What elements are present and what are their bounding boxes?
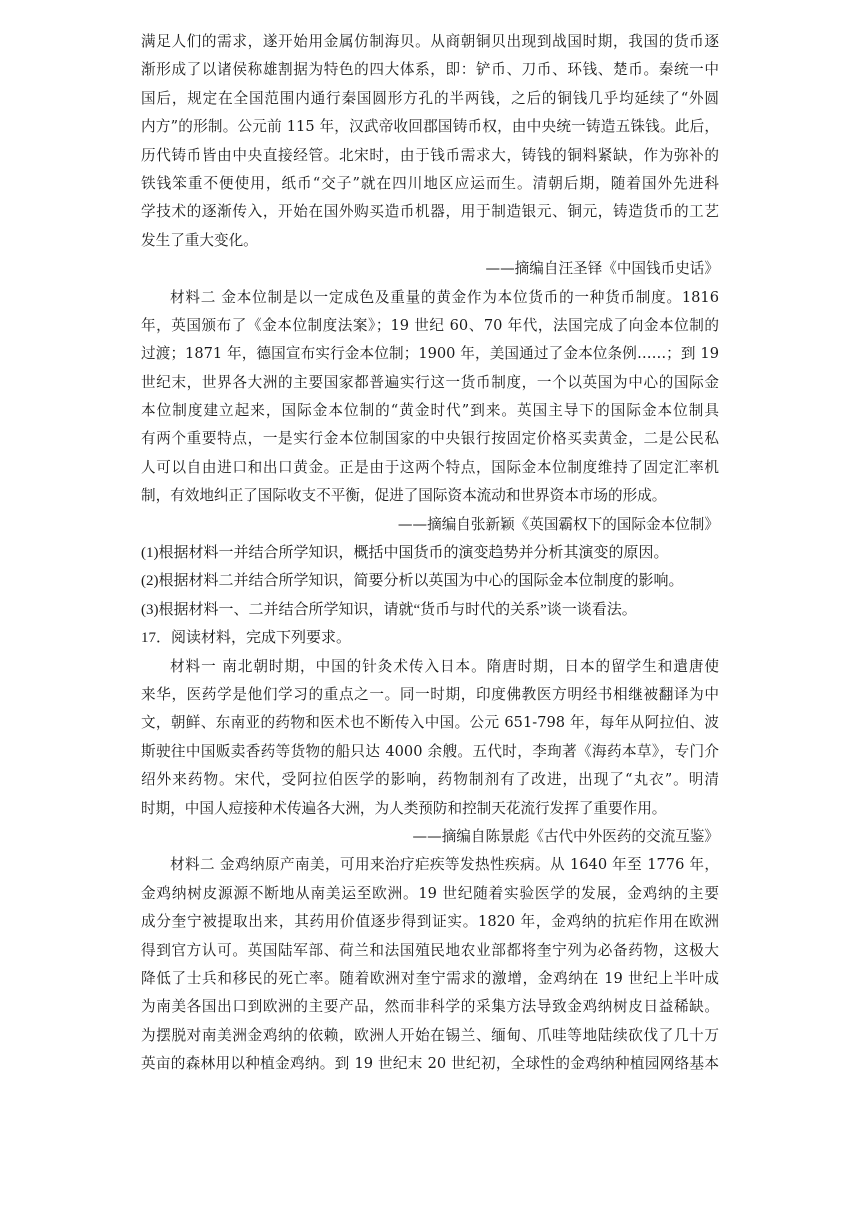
text-line: 本位制度建立起来，国际金本位制的“黄金时代”到来。英国主导下的国际金本位制具	[141, 402, 719, 420]
document-body	[141, 28, 719, 1078]
text-line: 文，朝鲜、东南亚的药物和医术也不断传入中国。公元 651-798 年，每年从阿拉伯、波	[141, 714, 719, 732]
question-list	[141, 539, 719, 624]
text-line: 学技术的逐渐传入，开始在国外购买造币机器，用于制造银元、铜元，铸造货币的工艺	[141, 203, 719, 221]
text-line: 制，有效地纠正了国际收支不平衡，促进了国际资本流动和世界资本市场的形成。	[141, 487, 667, 505]
text-line: 降低了士兵和移民的死亡率。随着欧洲对奎宁需求的激增，金鸡纳在 19 世纪上半叶成	[141, 969, 719, 987]
text-line: 人可以自由进口和出口黄金。正是由于这两个特点，国际金本位制度维持了固定汇率机	[141, 458, 719, 476]
text-line: 铁钱笨重不便使用，纸币“交子”就在四川地区应运而生。清朝后期，随着国外先进科	[141, 174, 719, 192]
text-line: 有两个重要特点，一是实行金本位制国家的中央银行按固定价格买卖黄金，二是公民私	[141, 430, 719, 448]
text-line: 内方”的形制。公元前 115 年，汉武帝收回郡国铸币权，由中央统一铸造五铢钱。此后，	[141, 118, 719, 136]
source-citation: ——摘编自汪圣铎《中国钱币史话》	[485, 260, 719, 278]
text-line: 英亩的森林用以种植金鸡纳。到 19 世纪末 20 世纪初，全球性的金鸡纳种植园网络基本	[141, 1055, 719, 1073]
text-line: 国后，规定在全国范围内通行秦国圆形方孔的半两钱，之后的铜钱几乎均延续了“外圆	[141, 89, 719, 107]
text-line: 成分奎宁被提取出来，其药用价值逐步得到证实。1820 年，金鸡纳的抗疟作用在欧洲	[141, 913, 719, 931]
passage-2	[141, 284, 719, 511]
passage-1-tail	[141, 28, 719, 255]
text-line: 来华，医药学是他们学习的重点之一。同一时期，印度佛教医方明经书相继被翻译为中	[141, 685, 719, 703]
text-line: 满足人们的需求，遂开始用金属仿制海贝。从商朝铜贝出现到战国时期，我国的货币逐	[141, 33, 719, 50]
text-line: 发生了重大变化。	[141, 231, 258, 249]
text-line: 金鸡纳树皮源源不断地从南美运至欧洲。19 世纪随着实验医学的发展，金鸡纳的主要	[141, 884, 719, 902]
passage-4	[141, 851, 719, 1078]
text-line: 得到官方认可。英国陆军部、荷兰和法国殖民地农业部都将奎宁列为必备药物，这极大	[141, 941, 719, 959]
text-line: 绍外来药物。宋代，受阿拉伯医学的影响，药物制剂有了改进，出现了“丸衣”。明清	[141, 771, 719, 789]
text-line: 年，英国颁布了《金本位制度法案》；19 世纪 60、70 年代，法国完成了向金本位制的	[141, 316, 719, 334]
text-line: 为南美各国出口到欧洲的主要产品，然而非科学的采集方法导致金鸡纳树皮日益稀缺。	[141, 998, 719, 1016]
question-item: (3)根据材料一、二并结合所学知识，请就“货币与时代的关系”谈一谈看法。	[141, 601, 637, 618]
text-line: 斯驶往中国贩卖香药等货物的船只达 4000 余艘。五代时，李珣著《海药本草》，专门介	[141, 742, 719, 760]
question-17-title: 17．阅读材料，完成下列要求。	[141, 630, 352, 647]
text-line: 材料二 金鸡纳原产南美，可用来治疗疟疾等发热性疾病。从 1640 年至 1776 年，	[170, 856, 719, 874]
text-line: 渐形成了以诸侯称雄割据为特色的四大体系，即：铲币、刀币、环钱、楚币。秦统一中	[141, 61, 719, 79]
source-citation: ——摘编自陈景彪《古代中外医药的交流互鉴》	[412, 827, 719, 845]
passage-3	[141, 653, 719, 823]
text-line: 历代铸币皆由中央直接经管。北宋时，由于钱币需求大，铸钱的铜料紧缺，作为弥补的	[141, 146, 719, 164]
source-citation: ——摘编自张新颖《英国霸权下的国际金本位制》	[397, 515, 719, 533]
question-item: (2)根据材料二并结合所学知识，简要分析以英国为中心的国际金本位制度的影响。	[141, 573, 684, 590]
text-line: 世纪末，世界各大洲的主要国家都普遍实行这一货币制度，一个以英国为中心的国际金	[141, 373, 719, 391]
text-line: 为摆脱对南美洲金鸡纳的依赖，欧洲人开始在锡兰、缅甸、爪哇等地陆续砍伐了几十万	[141, 1026, 719, 1044]
question-item: (1)根据材料一并结合所学知识，概括中国货币的演变趋势并分析其演变的原因。	[141, 545, 669, 562]
text-line: 材料一 南北朝时期，中国的针灸术传入日本。隋唐时期，日本的留学生和遣唐使	[170, 657, 719, 675]
text-line: 时期，中国人痘接种术传遍各大洲，为人类预防和控制天花流行发挥了重要作用。	[141, 799, 667, 817]
text-line: 过渡；1871 年，德国宣布实行金本位制；1900 年，美国通过了金本位条例……；到 19	[141, 345, 719, 363]
text-line: 材料二 金本位制是以一定成色及重量的黄金作为本位货币的一种货币制度。1816	[170, 288, 719, 306]
